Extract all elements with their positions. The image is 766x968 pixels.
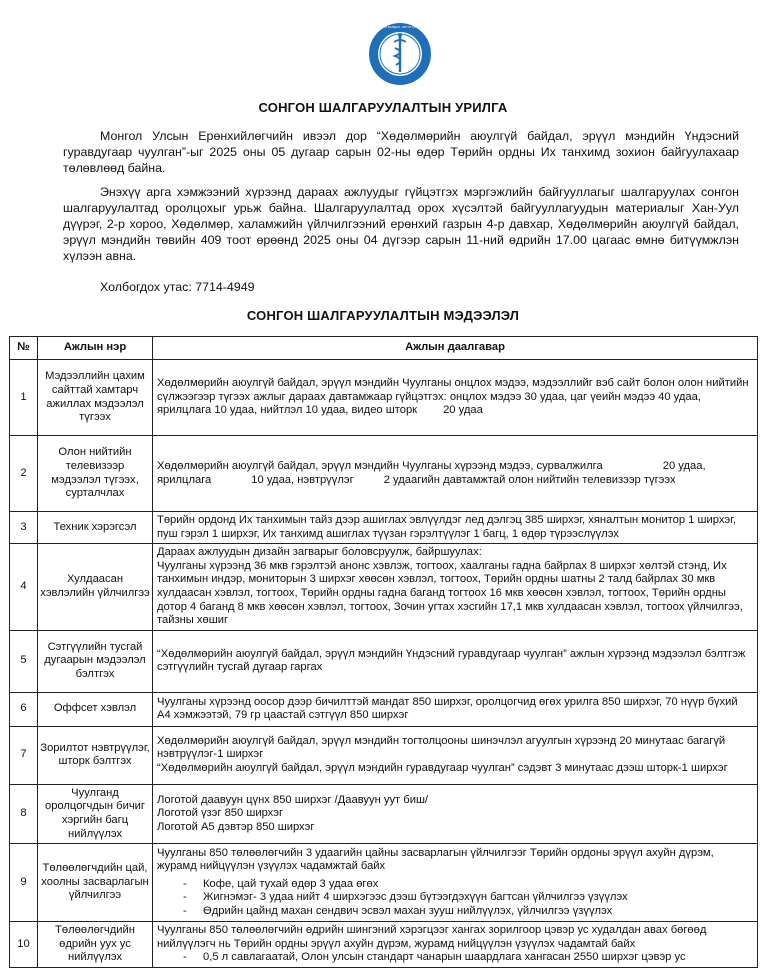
header-name: Ажлын нэр <box>38 337 153 360</box>
row-name: Төлөөлөгчдийн өдрийн ууx ус нийлүүлэх <box>38 922 153 968</box>
row-num: 1 <box>10 360 38 436</box>
table-row <box>10 692 758 726</box>
task-text: Чуулганы хүрээнд 36 мкв гэрэлтэй анонс хэвлэж, тогтоох, хаалганы гадна байрлах 8 ширхэг хөлтэй стэнд, Их танхимын индэр, мониторын 3 ширхэг хөөсөн хэвлэл, тогтоох, Төрийн ордны шатны 2 талд байрлах 30 мкв хулдаасан хэвлэл, тогтоох, Төрийн ордны гадна баганд тогтоох 16 мкв хөөсөн хэвлэл, тогтоох, Төрийн ордны дотор 4 баганд 8 мкв хөөсөн хэвлэл, тогтоох, Зочин угтах хэсгийн 17,1 мкв хулдаасан хэвлэл, тогтоох үйлчилгээ, тайзны хөшиг <box>157 559 743 627</box>
row-num: 9 <box>10 844 38 922</box>
task-text: Чуулганы 850 төлөөлөгчийн өдрийн шингэний хэрэгцээг хангах зорилгоор цэвэр ус худалдан авах бөгөөд нийлүүлэгч нь Төрийн ордны эрүүл ахуйн дүрэм, журамд нийцүүлэн үзүүлэх чадамтай байх <box>157 924 707 950</box>
list-item: Логотой үзэг 850 ширхэг <box>157 807 284 820</box>
row-task: “Хөдөлмөрийн аюулгүй байдал, эрүүл мэндийн Үндэсний гуравдугаар чуулган” ажлын хүрээнд мэдээлэл бэлтгэж сэтгүүлийн тусгай дугаар гаргах <box>153 630 758 692</box>
table-row <box>10 544 758 631</box>
list-item: - 0,5 л савлагаатай, Олон улсын стандарт чанарын шаардлага хангасан 2550 ширхэг цэвэр ус <box>203 951 753 965</box>
task-text: Дараах ажлуудын дизайн загварыг боловсруулж, байршуулах: <box>157 546 482 559</box>
table-row <box>10 844 758 922</box>
document-title: СОНГОН ШАЛГАРУУЛАЛТЫН УРИЛГА <box>258 100 508 115</box>
table-row <box>10 360 758 436</box>
table-row <box>10 784 758 843</box>
header-task: Ажлын даалгавар <box>153 337 758 360</box>
row-task: Төрийн ордонд Их танхимын тайз дээр ашиглах эвлүүлдэг лед дэлгэц 385 ширхэг, хяналтын монитор 1 ширхэг, пуш гэрэл 1 ширхэг, Их танхимд ашиглах түүзан гэрэлтүүлэг 1 багц, 1 өдөр түрээслүүлэх <box>153 512 758 544</box>
table-row <box>10 630 758 692</box>
row-num: 3 <box>10 512 38 544</box>
bullet-list <box>157 951 753 965</box>
row-name: Оффсет хэвлэл <box>38 692 153 726</box>
row-num: 2 <box>10 436 38 512</box>
row-task: Чуулганы хүрээнд оосор дээр бичилттэй мандат 850 ширхэг, оролцогчид өгөх урилга 850 ширхэг, 70 нүүр бүхий А4 хэмжээтэй, 79 гр цаастай сэтгүүл 850 ширхэг <box>153 692 758 726</box>
task-text: Хөдөлмөрийн аюулгүй байдал, эрүүл мэндийн Чуулганы онцлох мэдээ, мэдээллийг вэб сайт болон олон нийтийн сүлжээгээр түгээх ажлыг дараах давтамжаар гүйцэтгэх: онцлох мэдээ 30 удаа, цаг үеийн мэдээ 40 удаа, ярилцлага 10 удаа, нийтлэл 10 удаа, видео шторк <box>157 377 749 417</box>
row-task <box>153 544 758 631</box>
section-title: СОНГОН ШАЛГАРУУЛАЛТЫН МЭДЭЭЛЭЛ <box>246 308 520 323</box>
task-text: 20 удаа, <box>662 459 706 472</box>
row-num: 4 <box>10 544 38 631</box>
row-task <box>153 360 758 436</box>
submission-paragraph: Энэхүү арга хэмжээний хүрээнд дараах ажлуудыг гүйцэтгэх мэргэжлийн байгууллагыг шалгаруулах сонгон шалгаруулалтад оролцохыг урьж байна. Шалгаруулалтад орох хүсэлтэй байгууллагуудын материалыг Хан-Уул дүүрэг, 2-р хороо, Хөдөлмөр, халамжийн үйлчилгээний ерөнхий газрын 4-р давхар, Хөдөлмөрийн аюулгүй байдал, эрүүл мэндийн төвийн 409 тоот өрөөнд 2025 оны 04 дүгээр сарын 11-ний өдрийн 17.00 цагаас өмнө битүүмжлэн хүлээн авна. <box>63 185 739 263</box>
list-item: - Кофе, цай тухай өдөр 3 удаа өгөх <box>203 878 753 892</box>
list-item: - Өдрийн цайнд махан сендвич эсвэл махан зууш нийлүүлэх, үйлчилгээ үзүүлэх <box>203 905 753 919</box>
row-task <box>153 844 758 922</box>
caduceus-seal-icon <box>348 22 452 86</box>
table-row <box>10 726 758 784</box>
task-text: 10 удаа, нэвтрүүлэг <box>251 473 354 486</box>
contact-phone: Холбогдох утас: 7714-4949 <box>100 280 255 294</box>
row-name: Зорилтот нэвтрүүлэг, шторк бэлтгэх <box>38 726 153 784</box>
task-text: Чуулганы 850 төлөөлөгчийн 3 удаагийн цайны засварлагын үйлчилгээг Төрийн ордоны эрүүл ахуйн дүрэм, журамд нийцүүлэн үзүүлэх чадамжтай байх <box>157 846 714 873</box>
row-task <box>153 726 758 784</box>
row-num: 5 <box>10 630 38 692</box>
row-num: 8 <box>10 784 38 843</box>
header-num: № <box>10 337 38 360</box>
list-item: Логотой даавуун цүнх 850 ширхэг /Даавуун уут биш/ <box>157 793 429 806</box>
table-header-row <box>10 337 758 360</box>
task-text: “Хөдөлмөрийн аюулгүй байдал, эрүүл мэндийн гуравдугаар чуулган” сэдэвт 3 минутаас дээш шторк-1 ширхэг <box>157 762 728 775</box>
row-name: Сэтгүүлийн тусгай дугаарын мэдээлэл бэлтгэх <box>38 630 153 692</box>
logo-ring-text: ХӨДӨЛМӨРИЙН АЮУЛГҮЙ БАЙДАЛ, ЭРҮҮЛ МЭНДИЙН ҮНДЭСНИЙ ТӨВ <box>348 25 452 29</box>
table-row <box>10 436 758 512</box>
row-name: Чуулганд оролцогчдын бичиг хэргийн багц нийлүүлэх <box>38 784 153 843</box>
row-num: 6 <box>10 692 38 726</box>
tender-table <box>9 336 758 968</box>
row-num: 7 <box>10 726 38 784</box>
task-text: 2 удаагийн давтамжтай олон нийтийн телевизээр түгээх <box>383 473 676 486</box>
list-item: - Жигнэмэг- 3 удаа нийт 4 ширхэгээс дээш бүтээгдэхүүн багтсан үйлчилгээ үзүүлэх <box>203 891 753 905</box>
row-num: 10 <box>10 922 38 968</box>
organization-logo <box>348 22 452 86</box>
row-name: Техник хэрэгсэл <box>38 512 153 544</box>
task-text: Хөдөлмөрийн аюулгүй байдал, эрүүл мэндийн тогтолцооны шинэчлэл агуулгын хүрээнд 20 минутаас багагүй нэвтрүүлэг-1 ширхэг <box>157 734 726 761</box>
row-name: Мэдээллийн цахим сайттай хамтарч ажиллах мэдээлэл түгээх <box>38 360 153 436</box>
row-name: Хулдаасан хэвлэлийн үйлчилгээ <box>38 544 153 631</box>
task-text: 20 удаа <box>443 404 483 417</box>
table-row <box>10 512 758 544</box>
row-name: Төлөөлөгчдийн цай, хоолны засварлагын үйлчилгээ <box>38 844 153 922</box>
row-task <box>153 784 758 843</box>
task-text: Хөдөлмөрийн аюулгүй байдал, эрүүл мэндийн Чуулганы хүрээнд мэдээ, сурвалжилга <box>157 459 603 472</box>
list-item: Логотой А5 дэвтэр 850 ширхэг <box>157 820 315 833</box>
row-task <box>153 436 758 512</box>
bullet-list <box>157 878 753 919</box>
task-text: ярилцлага <box>157 473 212 486</box>
row-task <box>153 922 758 968</box>
row-name: Олон нийтийн телевизээр мэдээлэл түгээх, сурталчлах <box>38 436 153 512</box>
intro-paragraph: Монгол Улсын Ерөнхийлөгчийн ивээл дор “Хөдөлмөрийн аюулгүй байдал, эрүүл мэндийн Үндэсний гуравдугаар чуулган”-ыг 2025 оны 05 дугаар сарын 02-ны өдөр Төрийн ордны Их танхимд зохион байгуулахаар төлөвлөөд байна. <box>63 129 739 175</box>
table-row <box>10 922 758 968</box>
